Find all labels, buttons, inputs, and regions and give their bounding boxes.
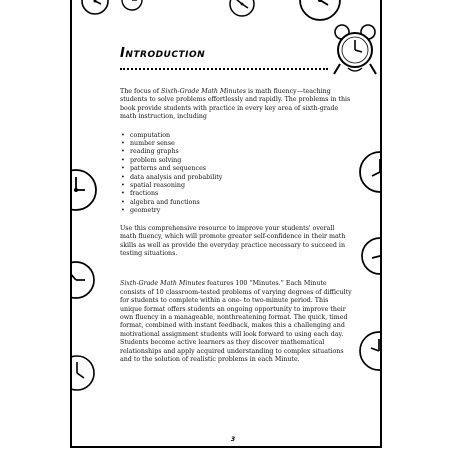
list-item: • reading graphs [130,148,352,156]
clock-icon [298,0,342,22]
list-item: • number sense [130,140,352,148]
intro-paragraph: The focus of Sixth-Grade Math Minutes is math fluency—teaching students to solve problems effortlessly and rapidly. The problems in this book provide students with practice in every key area of sixth-grade math instruction, including [120,88,351,121]
list-item: • data analysis and probability [130,174,352,182]
page-number: 3 [230,436,236,443]
list-item: • algebra and functions [130,199,352,207]
list-item: • fractions [130,190,352,198]
clock-icon [70,260,96,300]
page-title: Introduction [120,46,206,61]
alarm-clock-icon [330,22,380,78]
clock-icon [360,236,382,276]
list-item: • patterns and sequences [130,165,352,173]
book-title: Sixth-Grade Math Minutes [161,88,247,95]
title-divider [120,68,328,70]
page-frame [70,0,382,448]
topic-list [120,132,352,216]
clock-icon [358,330,382,372]
features-paragraph: Sixth-Grade Math Minutes features 100 “Minutes.” Each Minute consists of 10 classroom-tested problems of varying degrees of difficulty for students to complete within a one- to two-minute period. This unique format offers students an ongoing opportunity to improve their own fluency in a manageable, nonthreatening format. The quick, timed format, combined with instant feedback, makes this a challenging and motivational assignment students will look forward to using each day. Students become active learners as they discover mathematical relationships and apply acquired understanding to complex situations and to the solution of realistic problems in each Minute. [120,280,352,363]
list-item: • geometry [130,207,352,215]
list-item: • problem solving [130,157,352,165]
book-title: Sixth-Grade Math Minutes [120,280,205,288]
clock-icon [228,0,256,18]
list-item: • computation [130,132,352,140]
usage-paragraph: Use this comprehensive resource to improve your students' overall math fluency, which will promote greater self-confidence in their math skills as well as provide the everyday practice necessary to succeed in testing situations. [120,224,346,257]
clock-icon [120,0,144,12]
clock-icon [80,0,110,16]
clock-icon [358,150,382,194]
clock-icon [70,168,98,212]
list-item: • spatial reasoning [130,182,352,190]
clock-icon [70,354,96,392]
body-text [120,88,352,374]
